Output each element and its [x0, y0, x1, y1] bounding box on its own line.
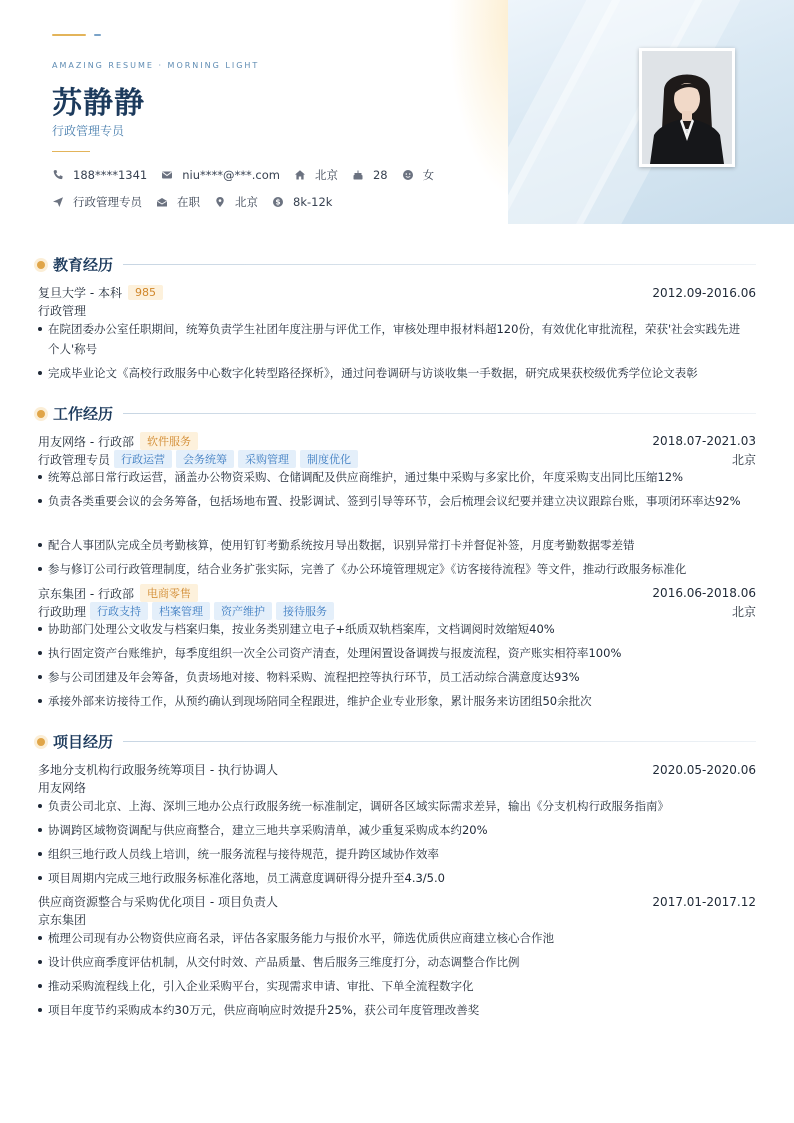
education-badge: 985: [128, 285, 163, 300]
intention-status-text: 在职: [177, 195, 200, 209]
job-bullet: 配合人事团队完成全员考勤核算，使用钉钉考勤系统按月导出数据，识别异常打卡并督促补签，月度考勤数据零差错: [38, 535, 748, 555]
job-skill-tag: 接待服务: [276, 602, 334, 620]
job-city: 北京: [731, 452, 756, 467]
project-org: 京东集团: [38, 913, 87, 927]
job-skill-tag: 制度优化: [300, 450, 358, 468]
project-bullet: 协调跨区域物资调配与供应商整合，建立三地共享采购清单，减少重复采购成本约20%: [38, 820, 748, 840]
project-bullet: 项目年度节约采购成本约30万元，供应商响应时效提升25%，获公司年度管理改善奖: [38, 1000, 748, 1020]
intention-status: [156, 194, 200, 210]
project-bullet: 负责公司北京、上海、深圳三地办公点行政服务统一标准制定，调研各区域实际需求差异，输出《分支机构行政服务指南》: [38, 796, 748, 816]
project-bullet: 组织三地行政人员线上培训，统一服务流程与接待规范，提升跨区域协作效率: [38, 844, 748, 864]
section-marker-icon: [37, 261, 45, 269]
contact-age-text: 28: [372, 168, 388, 182]
contact-gender-text: 女: [422, 168, 435, 182]
contact-email-text: niu****@***.com: [182, 168, 280, 182]
svg-text:$: $: [275, 197, 281, 207]
job-skill-tag: 资产维护: [214, 602, 272, 620]
candidate-job-title: 行政管理专员: [52, 124, 125, 138]
accent-line-gold: [52, 34, 86, 36]
job-industry-badge: 软件服务: [140, 432, 198, 450]
project-org-row: [38, 911, 756, 928]
job-skill-tag: 行政支持: [90, 602, 148, 620]
job-skill-tag: 档案管理: [152, 602, 210, 620]
job-company-row: [38, 584, 756, 602]
cake-icon: [352, 169, 364, 181]
education-section-header: [34, 254, 756, 275]
job-company: 京东集团 - 行政部: [38, 586, 134, 601]
contact-age: [352, 168, 388, 182]
intention-position: [52, 194, 142, 210]
accent-line-blue: [94, 34, 101, 36]
intention-position-text: 行政管理专员: [73, 195, 142, 209]
location-pin-icon: [214, 196, 226, 208]
project-org: 用友网络: [38, 781, 87, 795]
job-bullet: 统筹总部日常行政运营，涵盖办公物资采购、仓储调配及供应商维护，通过集中采购与多家比价，年度采购支出同比压缩12%: [38, 467, 748, 487]
job-bullet: 负责各类重要会议的会务筹备，包括场地布置、投影调试、签到引导等环节，会后梳理会议纪要并建立决议跟踪台账，事项闭环率达92%: [38, 491, 748, 511]
job-bullet: 协助部门处理公文收发与档案归集，按业务类别建立电子+纸质双轨档案库，文档调阅时效缩短40%: [38, 619, 748, 639]
send-icon: [52, 196, 64, 208]
section-divider: [123, 264, 756, 265]
education-section-title: 教育经历: [53, 256, 114, 274]
education-bullet: 完成毕业论文《高校行政服务中心数字化转型路径探析》，通过问卷调研与访谈收集一手数据，研究成果获校级优秀学位论文表彰: [38, 363, 748, 383]
job-date: 2018.07-2021.03: [652, 434, 756, 448]
project-bullet: 梳理公司现有办公物资供应商名录，评估各家服务能力与报价水平，筛选优质供应商建立核心合作池: [38, 928, 748, 948]
gender-icon: [402, 169, 414, 181]
contact-phone-text: 188****1341: [73, 168, 148, 182]
projects-section-header: [34, 731, 756, 752]
job-city: 北京: [731, 604, 756, 619]
section-marker-icon: [37, 738, 45, 746]
job-bullet: 承接外部来访接待工作，从预约确认到现场陪同全程跟进，维护企业专业形象，累计服务来访团组50余批次: [38, 691, 748, 711]
header-divider: [52, 151, 90, 152]
job-company-row: [38, 432, 756, 450]
home-icon: [294, 169, 306, 181]
contact-gender: [402, 167, 435, 183]
mail-icon: [161, 169, 173, 181]
project-bullet: 设计供应商季度评估机制，从交付时效、产品质量、售后服务三维度打分，动态调整合作比例: [38, 952, 748, 972]
job-bullet: 执行固定资产台账维护，每季度组织一次全公司资产清查，处理闲置设备调拨与报废流程，资产账实相符率100%: [38, 643, 748, 663]
contact-email: [161, 168, 280, 182]
project-title-row: [38, 761, 756, 778]
project-name: 供应商资源整合与采购优化项目 - 项目负责人: [38, 895, 278, 909]
job-skill-tag: 行政运营: [114, 450, 172, 468]
contact-home-text: 北京: [314, 168, 338, 182]
work-section-title: 工作经历: [53, 405, 114, 423]
education-bullet: 在院团委办公室任职期间，统筹负责学生社团年度注册与评优工作，审核处理申报材料超120份，有效优化审批流程，荣获'社会实践先进个人'称号: [38, 319, 748, 359]
projects-section-title: 项目经历: [53, 733, 114, 751]
intention-city-text: 北京: [235, 195, 258, 209]
job-bullet: 参与修订公司行政管理制度，结合业务扩张实际，完善了《办公环境管理规定》《访客接待流程》等文件，推动行政服务标准化: [38, 559, 748, 579]
project-name: 多地分支机构行政服务统筹项目 - 执行协调人: [38, 763, 278, 777]
job-position: 行政助理: [38, 604, 87, 619]
status-icon: [156, 196, 168, 208]
project-org-row: [38, 779, 756, 796]
project-bullet: 推动采购流程线上化，引入企业采购平台，实现需求申请、审批、下单全流程数字化: [38, 976, 748, 996]
resume-tagline: AMAZING RESUME · MORNING LIGHT: [52, 61, 260, 70]
job-position-row: [38, 602, 756, 620]
intention-salary-text: 8k-12k: [293, 195, 333, 209]
section-divider: [123, 413, 756, 414]
phone-icon: [52, 169, 64, 181]
job-position-row: [38, 450, 756, 468]
work-section-header: [34, 403, 756, 424]
job-bullet: 参与公司团建及年会筹备，负责场地对接、物料采购、流程把控等执行环节，员工活动综合满意度达93%: [38, 667, 748, 687]
job-company: 用友网络 - 行政部: [38, 434, 134, 449]
education-school: 复旦大学 - 本科: [38, 286, 122, 300]
education-major-row: [38, 302, 756, 319]
project-title-row: [38, 893, 756, 910]
education-school-row: [38, 284, 756, 301]
job-date: 2016.06-2018.06: [652, 586, 756, 600]
education-major: 行政管理: [38, 304, 87, 318]
project-bullet: 项目周期内完成三地行政服务标准化落地，员工满意度调研得分提升至4.3/5.0: [38, 868, 748, 888]
contact-phone: [52, 168, 147, 182]
salary-icon: [272, 196, 284, 208]
job-intention-row: [52, 194, 346, 210]
education-date: 2012.09-2016.06: [652, 285, 756, 300]
intention-city: [214, 194, 258, 210]
section-marker-icon: [37, 410, 45, 418]
job-position: 行政管理专员: [38, 452, 111, 467]
project-date: 2017.01-2017.12: [652, 894, 756, 909]
job-skill-tag: 采购管理: [238, 450, 296, 468]
candidate-name: 苏静静: [52, 86, 145, 121]
profile-photo: [639, 48, 735, 167]
section-divider: [123, 741, 756, 742]
job-industry-badge: 电商零售: [140, 584, 198, 602]
job-skill-tag: 会务统筹: [176, 450, 234, 468]
contact-home: [294, 167, 338, 183]
intention-salary: [272, 195, 332, 209]
project-date: 2020.05-2020.06: [652, 762, 756, 777]
contact-info-row: [52, 167, 448, 183]
